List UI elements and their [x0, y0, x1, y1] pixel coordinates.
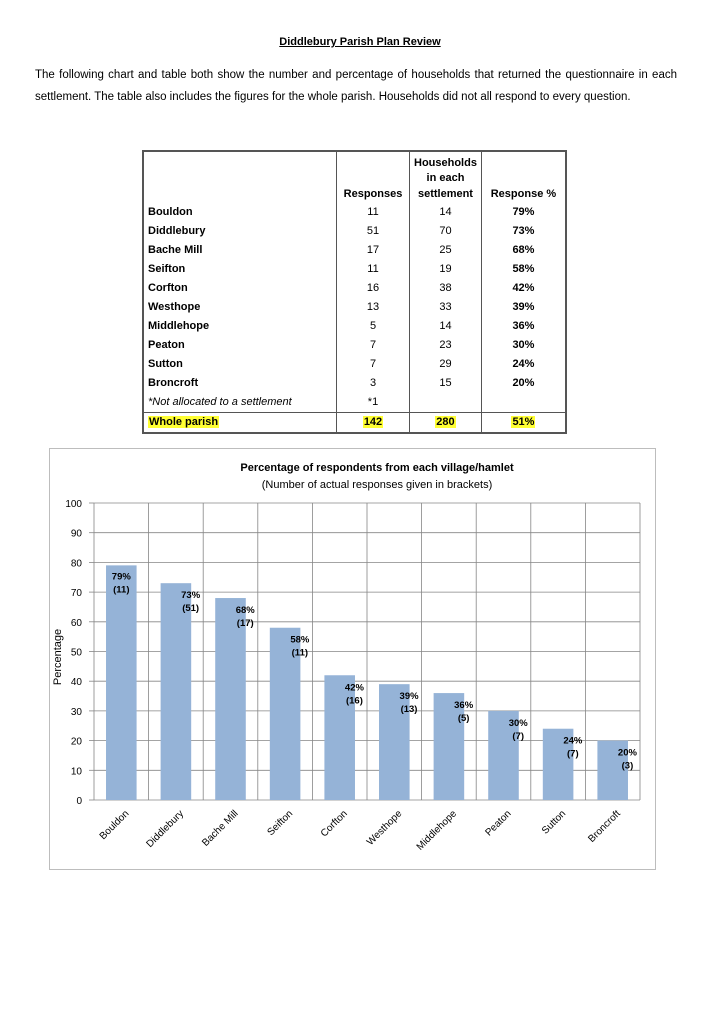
- bar-diddlebury: [161, 583, 192, 800]
- x-tick-label: Corfton: [318, 808, 350, 840]
- row-households: 23: [410, 336, 482, 355]
- bar-count-label: (51): [182, 603, 200, 615]
- row-households: 29: [410, 355, 482, 374]
- header-households: Households in each settlement: [410, 151, 482, 203]
- chart-subtitle: (Number of actual responses given in brackets): [261, 479, 493, 491]
- bar-pct-label: 79%: [111, 571, 131, 583]
- y-tick-label: 70: [70, 588, 82, 600]
- row-pct: 68%: [481, 241, 566, 260]
- bar-pct-label: 36%: [454, 700, 474, 712]
- bar-pct-label: 42%: [344, 682, 364, 694]
- x-tick-label: Broncroft: [586, 808, 623, 845]
- row-name: Corfton: [143, 279, 337, 298]
- bar-count-label: (11): [113, 584, 130, 596]
- y-tick-label: 20: [70, 736, 82, 748]
- row-pct: 73%: [481, 222, 566, 241]
- row-name: Seifton: [143, 260, 337, 279]
- x-tick-label: Diddlebury: [144, 808, 187, 850]
- row-responses: 51: [337, 222, 410, 241]
- header-response-pct: Response %: [481, 151, 566, 203]
- x-tick-label: Sutton: [539, 808, 569, 837]
- row-pct: 58%: [481, 260, 566, 279]
- bar-pct-label: 68%: [235, 605, 255, 617]
- intro-paragraph: The following chart and table both show the number and percentage of households that returned the questionnaire in each settlement. The table also includes the figures for the whole parish. Households did not all respond to every question.: [35, 69, 677, 103]
- row-households: 19: [410, 260, 482, 279]
- row-name: Middlehope: [143, 317, 337, 336]
- bar-count-label: (7): [567, 748, 579, 760]
- x-tick-label: Peaton: [483, 808, 514, 839]
- row-name: Peaton: [143, 336, 337, 355]
- bar-count-label: (5): [457, 713, 470, 725]
- bar-count-label: (11): [291, 647, 309, 659]
- row-households: 14: [410, 317, 482, 336]
- row-households: 15: [410, 374, 482, 393]
- row-households: 33: [410, 298, 482, 317]
- row-name: Diddlebury: [143, 222, 337, 241]
- y-tick-label: 30: [70, 706, 82, 718]
- y-tick-label: 60: [70, 617, 82, 629]
- row-responses: 5: [337, 317, 410, 336]
- bar-count-label: (16): [345, 695, 363, 707]
- bar-pct-label: 58%: [290, 634, 310, 646]
- row-households: 38: [410, 279, 482, 298]
- y-tick-label: 100: [65, 499, 82, 510]
- document-title: Diddlebury Parish Plan Review: [279, 36, 441, 48]
- row-pct: 39%: [481, 298, 566, 317]
- row-responses: 11: [337, 260, 410, 279]
- bar-corfton: [324, 675, 355, 800]
- row-name: Bache Mill: [143, 241, 337, 260]
- row-responses: 7: [337, 336, 410, 355]
- y-tick-label: 90: [70, 528, 82, 540]
- row-households: 25: [410, 241, 482, 260]
- row-name: Broncroft: [143, 374, 337, 393]
- y-tick-label: 0: [76, 796, 82, 807]
- bar-pct-label: 39%: [399, 691, 419, 703]
- whole-parish-pct: 51%: [512, 416, 535, 428]
- bar-count-label: (17): [236, 618, 254, 630]
- y-tick-label: 50: [70, 647, 82, 659]
- row-responses: 17: [337, 241, 410, 260]
- row-name: Westhope: [143, 298, 337, 317]
- x-tick-label: Westhope: [364, 808, 405, 848]
- bar-count-label: (7): [512, 730, 525, 742]
- bar-count-label: (3): [621, 760, 634, 772]
- x-tick-label: Middlehope: [414, 808, 460, 853]
- bar-bouldon: [106, 565, 137, 800]
- bar-pct-label: 24%: [563, 735, 583, 747]
- x-tick-label: Seifton: [265, 808, 296, 839]
- x-tick-label: Bouldon: [97, 808, 132, 843]
- row-responses: 13: [337, 298, 410, 317]
- row-responses: 7: [337, 355, 410, 374]
- row-name: Bouldon: [143, 203, 337, 222]
- bar-pct-label: 20%: [617, 747, 637, 759]
- row-responses: 3: [337, 374, 410, 393]
- y-tick-label: 40: [70, 677, 82, 689]
- bar-pct-label: 30%: [508, 717, 528, 729]
- row-pct: 36%: [481, 317, 566, 336]
- y-tick-label: 10: [70, 766, 82, 778]
- row-pct: 30%: [481, 336, 566, 355]
- row-pct: 20%: [481, 374, 566, 393]
- whole-parish-responses: 142: [363, 416, 383, 428]
- not-allocated-responses: *1: [337, 393, 410, 413]
- header-responses: Responses: [337, 151, 410, 203]
- y-tick-label: 80: [70, 558, 82, 570]
- row-responses: 11: [337, 203, 410, 222]
- row-pct: 24%: [481, 355, 566, 374]
- bar-count-label: (13): [400, 704, 418, 716]
- row-pct: 42%: [481, 279, 566, 298]
- whole-parish-households: 280: [436, 416, 455, 428]
- chart-title: Percentage of respondents from each village/hamlet: [240, 462, 514, 474]
- row-households: 70: [410, 222, 482, 241]
- x-tick-label: Bache Mill: [200, 808, 241, 849]
- y-axis-label: Percentage: [52, 628, 64, 686]
- row-responses: 16: [337, 279, 410, 298]
- bar-pct-label: 73%: [181, 590, 201, 602]
- not-allocated-label: *Not allocated to a settlement: [143, 393, 337, 413]
- row-households: 14: [410, 203, 482, 222]
- whole-parish-label: Whole parish: [149, 416, 219, 428]
- row-name: Sutton: [143, 355, 337, 374]
- row-pct: 79%: [481, 203, 566, 222]
